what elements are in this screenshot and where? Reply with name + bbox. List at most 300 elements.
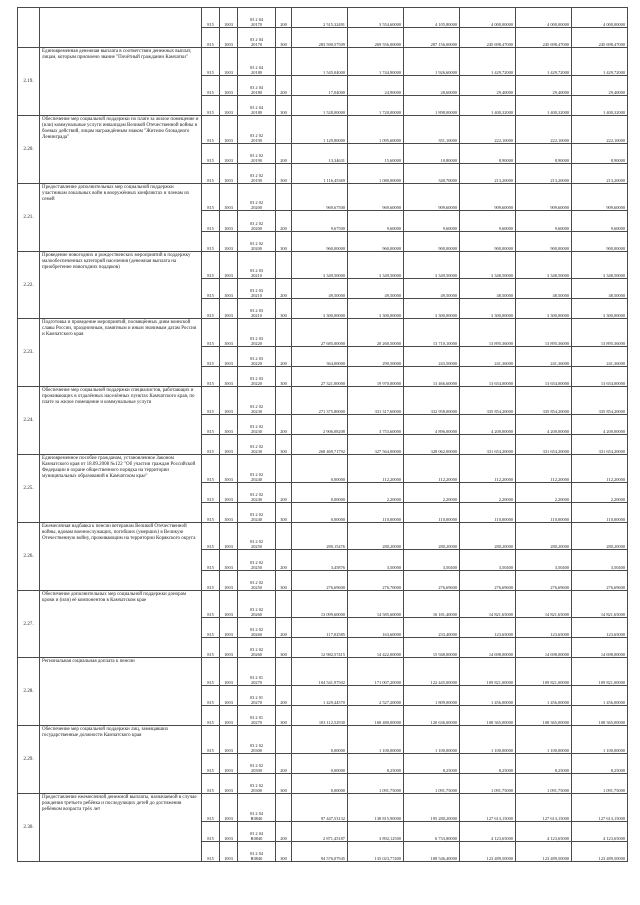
expense-type-code: 300 <box>276 163 292 183</box>
amount-cell: 909,60000 <box>404 183 460 211</box>
row-number: 2.19. <box>18 48 40 116</box>
amount-cell: 13 466,60000 <box>404 367 460 387</box>
target-article-part: 03 2 01 <box>249 715 264 721</box>
target-article-part: 03 2 03 <box>249 308 264 314</box>
target-article-part: 20240 <box>251 516 262 522</box>
section-code: 1003 <box>220 706 238 726</box>
amount-cell: 112,20000 <box>572 455 628 483</box>
amount-cell: 1 744,90000 <box>348 48 404 76</box>
amount-cell: 188 546,40000 <box>404 841 460 861</box>
amount-cell: 900,00000 <box>516 231 572 251</box>
amount-cell: 245 698,47000 <box>460 28 516 48</box>
target-article-part: 03 2 04 <box>249 17 264 23</box>
amount-cell: 3,50400 <box>460 550 516 570</box>
amount-cell: 127 613,15000 <box>460 794 516 822</box>
amount-cell: 1 100,00000 <box>516 726 572 754</box>
row-number: 2.22. <box>18 251 40 319</box>
row-number: 2.24. <box>18 387 40 455</box>
target-article-part: 03 2 02 <box>249 200 264 206</box>
target-article-code <box>238 95 276 115</box>
amount-cell: 14 821,65000 <box>516 590 572 618</box>
amount-cell: 15,60000 <box>348 143 404 163</box>
target-article-code <box>238 502 276 522</box>
amount-cell: 1 898,00000 <box>404 95 460 115</box>
target-article-part: 03 2 02 <box>249 783 264 789</box>
amount-cell: 3 348,50000 <box>516 251 572 279</box>
expense-type-code: 200 <box>276 279 292 299</box>
target-article-part: 20220 <box>251 361 262 367</box>
grbs-code: 815 <box>202 299 220 319</box>
amount-cell: 960,00000 <box>348 231 404 251</box>
amount-cell: 97 447,53132 <box>292 794 348 822</box>
section-code: 1003 <box>220 502 238 522</box>
target-article-code <box>238 773 276 793</box>
expense-type-code: 300 <box>276 95 292 115</box>
expense-type-code: 200 <box>276 821 292 841</box>
amount-cell: 8,25000 <box>348 753 404 773</box>
expense-type-code: 300 <box>276 502 292 522</box>
amount-cell: 4 200,00000 <box>516 414 572 434</box>
row-description <box>40 8 202 48</box>
row-description: Проведение новогодних и рождественских мероприятий в поддержку малообеспеченных категорий населения (денежная выплата на приобретение новогодних подарков) <box>40 251 202 319</box>
row-description: Единовременная денежная выплата в соответствии денежных выплат, лицам, которым присвоено звание "Почётный гражданин Камчатки" <box>40 48 202 116</box>
amount-cell: 245 698,47000 <box>572 28 628 48</box>
target-article-code <box>238 28 276 48</box>
target-article-part: 03 2 02 <box>249 607 264 613</box>
amount-cell: 4 200,00000 <box>460 414 516 434</box>
row-description: Подготовка и проведение мероприятий, посвящённых дням воинской славы России, праздничным, памятным и иным значимым датам России и Камчатского края <box>40 319 202 387</box>
table-row <box>18 387 628 415</box>
expense-type-code <box>276 522 292 550</box>
target-article-part: 03 2 02 <box>249 742 264 748</box>
grbs-code: 815 <box>202 706 220 726</box>
amount-cell: 19 970,00000 <box>348 367 404 387</box>
target-article-part: 03 2 02 <box>249 240 264 246</box>
amount-cell: 109 821,00000 <box>572 658 628 686</box>
amount-cell: 122 445,00000 <box>404 658 460 686</box>
target-article-code <box>238 163 276 183</box>
amount-cell: 14 698,00000 <box>572 638 628 658</box>
target-article-code <box>238 726 276 754</box>
amount-cell: 331 654,20000 <box>460 434 516 454</box>
amount-cell: 1 926,60000 <box>404 48 460 76</box>
amount-cell: 3 300,00000 <box>572 299 628 319</box>
target-article-code <box>238 570 276 590</box>
target-article-part: 20230 <box>251 428 262 434</box>
amount-cell: 909,60000 <box>460 183 516 211</box>
amount-cell: 222,10000 <box>460 116 516 144</box>
expense-type-code <box>276 726 292 754</box>
amount-cell: 108 365,00000 <box>516 706 572 726</box>
expense-type-code: 200 <box>276 143 292 163</box>
amount-cell: 243,50000 <box>404 346 460 366</box>
row-description: Ежемесячная надбавка к пенсии ветеранам Великой Отечественной войны, вдовам военнослужащих, погибших (умерших) в Великую Отечественную войну, проживающим на территории Корякского округа <box>40 522 202 590</box>
row-number: 2.27. <box>18 590 40 658</box>
section-code: 1003 <box>220 522 238 550</box>
target-article-part: 20190 <box>251 137 262 143</box>
amount-cell: 110,00000 <box>516 502 572 522</box>
target-article-part: 20260 <box>251 612 262 618</box>
grbs-code: 815 <box>202 116 220 144</box>
target-article-part: 20230 <box>251 449 262 455</box>
amount-cell: 27 321,00000 <box>292 367 348 387</box>
amount-cell: 4 000,00000 <box>460 8 516 28</box>
amount-cell: 1 400,32000 <box>460 95 516 115</box>
amount-cell: 14 585,60000 <box>348 590 404 618</box>
amount-cell: 112,20000 <box>516 455 572 483</box>
target-article-part: 20220 <box>251 381 262 387</box>
amount-cell: 1 100,00000 <box>572 726 628 754</box>
target-article-code <box>238 299 276 319</box>
section-code: 1003 <box>220 414 238 434</box>
amount-cell: 16 181,40000 <box>404 590 460 618</box>
amount-cell: 280,20000 <box>404 522 460 550</box>
amount-cell: 1 429,72000 <box>572 48 628 76</box>
amount-cell: 1 091,75000 <box>460 773 516 793</box>
target-article-part: 20210 <box>251 313 262 319</box>
target-article-part: 20170 <box>251 42 262 48</box>
amount-cell: 3 349,50000 <box>348 251 404 279</box>
amount-cell: 3 300,00000 <box>460 299 516 319</box>
amount-cell: 110,00000 <box>404 502 460 522</box>
grbs-code: 815 <box>202 773 220 793</box>
amount-cell: 9,60000 <box>516 211 572 231</box>
amount-cell: 108 365,00000 <box>460 706 516 726</box>
target-article-part: 20300 <box>251 788 262 794</box>
target-article-part: 03 2 01 <box>249 674 264 680</box>
expense-type-code: 200 <box>276 8 292 28</box>
grbs-code: 815 <box>202 618 220 638</box>
expense-type-code: 300 <box>276 706 292 726</box>
expense-type-code: 300 <box>276 773 292 793</box>
expense-type-code: 200 <box>276 211 292 231</box>
amount-cell: 1 116,45369 <box>292 163 348 183</box>
target-article-code <box>238 48 276 76</box>
amount-cell: 8,90000 <box>460 143 516 163</box>
target-article-part: 03 2 02 <box>249 559 264 565</box>
amount-cell: 24,90000 <box>348 75 404 95</box>
amount-cell: 0,00000 <box>292 773 348 793</box>
amount-cell: 15 948,00000 <box>404 638 460 658</box>
target-article-code <box>238 685 276 705</box>
target-article-part: 03 2 03 <box>249 376 264 382</box>
amount-cell: 3,50400 <box>572 550 628 570</box>
section-code: 1003 <box>220 753 238 773</box>
grbs-code: 815 <box>202 163 220 183</box>
amount-cell: 13 895,36000 <box>572 319 628 347</box>
target-article-code <box>238 319 276 347</box>
amount-cell: 13 654,00000 <box>572 367 628 387</box>
amount-cell: 222,10000 <box>516 116 572 144</box>
amount-cell: 9,67500 <box>292 211 348 231</box>
grbs-code: 815 <box>202 726 220 754</box>
amount-cell: 241,36000 <box>572 346 628 366</box>
amount-cell: 1 429,72000 <box>516 48 572 76</box>
grbs-code: 815 <box>202 95 220 115</box>
expense-type-code: 300 <box>276 231 292 251</box>
section-code: 1003 <box>220 685 238 705</box>
target-article-part: 20260 <box>251 652 262 658</box>
amount-cell: 276,70000 <box>348 570 404 590</box>
target-article-part: 03 2 03 <box>249 335 264 341</box>
target-article-code <box>238 841 276 861</box>
amount-cell: 104 541,97502 <box>292 658 348 686</box>
row-number: 2.30. <box>18 794 40 862</box>
target-article-part: 03 2 02 <box>249 403 264 409</box>
amount-cell: 276,69600 <box>292 570 348 590</box>
amount-cell: 241,36000 <box>460 346 516 366</box>
target-article-part: 03 2 02 <box>249 627 264 633</box>
amount-cell: 1 080,00000 <box>348 163 404 183</box>
row-description: Предоставление дополнительных мер социальной поддержки участникам локальных войн в вооружённых конфликтах и членам их семей <box>40 183 202 251</box>
section-code: 1003 <box>220 821 238 841</box>
target-article-code <box>238 231 276 251</box>
expense-type-code <box>276 387 292 415</box>
section-code: 1003 <box>220 841 238 861</box>
amount-cell: 1 095,60000 <box>348 116 404 144</box>
amount-cell: 213,20000 <box>572 163 628 183</box>
amount-cell: 900,00000 <box>572 231 628 251</box>
row-description: Обеспечение мер социальной поддержки специалистов, работающих и проживающих в отдалённых населённых пунктах Камчатского края, по плате за жилое помещение и коммунальные услуги <box>40 387 202 455</box>
target-article-part: 03 2 02 <box>249 579 264 585</box>
amount-cell: 3 300,00000 <box>348 299 404 319</box>
amount-cell: 110,00000 <box>348 502 404 522</box>
amount-cell: 364,00000 <box>292 346 348 366</box>
amount-cell: 268 469,71792 <box>292 434 348 454</box>
amount-cell: 29,40000 <box>572 75 628 95</box>
amount-cell: 13 895,36000 <box>516 319 572 347</box>
section-code: 1003 <box>220 570 238 590</box>
expense-type-code: 200 <box>276 550 292 570</box>
amount-cell: 332 958,00000 <box>404 387 460 415</box>
section-code: 1003 <box>220 299 238 319</box>
amount-cell: 271 375,80000 <box>292 387 348 415</box>
target-article-part: 20270 <box>251 720 262 726</box>
target-article-part: 20250 <box>251 584 262 590</box>
amount-cell: 13,34631 <box>292 143 348 163</box>
grbs-code: 815 <box>202 28 220 48</box>
target-article-part: 03 2 04 <box>249 810 264 816</box>
target-article-code <box>238 211 276 231</box>
amount-cell: 8,25000 <box>404 753 460 773</box>
row-number: 2.28. <box>18 658 40 726</box>
amount-cell: 109 821,00000 <box>460 658 516 686</box>
table-row <box>18 658 628 686</box>
target-article-part: 03 2 02 <box>249 511 264 517</box>
amount-cell: 13 654,00000 <box>516 367 572 387</box>
target-article-code <box>238 482 276 502</box>
target-article-code <box>238 706 276 726</box>
expense-type-code: 200 <box>276 753 292 773</box>
expense-type-code: 200 <box>276 685 292 705</box>
amount-cell: 276,69600 <box>572 570 628 590</box>
target-article-code <box>238 522 276 550</box>
row-number: 2.25. <box>18 455 40 523</box>
amount-cell: 123,65000 <box>460 618 516 638</box>
amount-cell: 290,50000 <box>348 346 404 366</box>
target-article-part: 03 2 02 <box>249 423 264 429</box>
section-code: 1003 <box>220 658 238 686</box>
grbs-code: 815 <box>202 75 220 95</box>
amount-cell: 0,00000 <box>292 502 348 522</box>
target-article-code <box>238 8 276 28</box>
table-row <box>18 590 628 618</box>
amount-cell: 14 698,00000 <box>516 638 572 658</box>
expense-type-code <box>276 590 292 618</box>
amount-cell: 900,00000 <box>460 231 516 251</box>
section-code: 1003 <box>220 794 238 822</box>
table-row <box>18 48 628 76</box>
section-code: 1003 <box>220 618 238 638</box>
target-article-part: 20300 <box>251 747 262 753</box>
section-code: 1003 <box>220 482 238 502</box>
amount-cell: 127 613,15000 <box>516 794 572 822</box>
target-article-part: 20210 <box>251 293 262 299</box>
expense-type-code <box>276 658 292 686</box>
row-number: 2.21. <box>18 183 40 251</box>
amount-cell: 2 515,32491 <box>292 8 348 28</box>
grbs-code: 815 <box>202 143 220 163</box>
amount-cell: 1 091,75000 <box>516 773 572 793</box>
amount-cell: 10,80000 <box>404 143 460 163</box>
expense-type-code <box>276 116 292 144</box>
target-article-part: 20270 <box>251 700 262 706</box>
amount-cell: 4 000,00000 <box>572 8 628 28</box>
row-description: Обеспечение дополнительных мер социальной поддержки донорам крови и (или) её компонентов в Камчатском крае <box>40 590 202 658</box>
expense-type-code <box>276 48 292 76</box>
target-article-part: 03 2 04 <box>249 64 264 70</box>
amount-cell: 1 545,04000 <box>292 48 348 76</box>
amount-cell: 3 554,60000 <box>348 8 404 28</box>
target-article-part: 20210 <box>251 273 262 279</box>
expense-type-code: 200 <box>276 75 292 95</box>
target-article-part: 03 2 02 <box>249 172 264 178</box>
amount-cell: 4 896,00000 <box>404 414 460 434</box>
row-description: Обеспечение мер социальной поддержки лиц, замещавших государственные должности Камчатского края <box>40 726 202 794</box>
amount-cell: 222,10000 <box>572 116 628 144</box>
expense-type-code: 300 <box>276 28 292 48</box>
amount-cell: 8,90000 <box>516 143 572 163</box>
grbs-code: 815 <box>202 658 220 686</box>
target-article-part: 03 2 04 <box>249 830 264 836</box>
amount-cell: 269 556,00000 <box>348 28 404 48</box>
expense-type-code: 300 <box>276 570 292 590</box>
target-article-code <box>238 794 276 822</box>
target-article-code <box>238 590 276 618</box>
amount-cell: 2 527,20000 <box>348 685 404 705</box>
grbs-code: 815 <box>202 279 220 299</box>
amount-cell: 241,36000 <box>516 346 572 366</box>
section-code: 1003 <box>220 319 238 347</box>
section-code: 1003 <box>220 95 238 115</box>
amount-cell: 969,60000 <box>348 183 404 211</box>
amount-cell: 969,67500 <box>292 183 348 211</box>
amount-cell: 3 753,60000 <box>348 414 404 434</box>
target-article-code <box>238 279 276 299</box>
grbs-code: 815 <box>202 550 220 570</box>
amount-cell: 127 613,15000 <box>572 794 628 822</box>
amount-cell: 2,20000 <box>572 482 628 502</box>
amount-cell: 280,20000 <box>572 522 628 550</box>
amount-cell: 4 123,65000 <box>572 821 628 841</box>
target-article-code <box>238 821 276 841</box>
target-article-code <box>238 638 276 658</box>
amount-cell: 3 300,00000 <box>292 299 348 319</box>
section-code: 1003 <box>220 8 238 28</box>
grbs-code: 815 <box>202 367 220 387</box>
grbs-code: 815 <box>202 183 220 211</box>
amount-cell: 123 489,50000 <box>516 841 572 861</box>
amount-cell: 3,45876 <box>292 550 348 570</box>
amount-cell: 276,69600 <box>516 570 572 590</box>
target-article-part: 20180 <box>251 69 262 75</box>
amount-cell: 280,20000 <box>348 522 404 550</box>
target-article-code <box>238 75 276 95</box>
amount-cell: 2 906,08208 <box>292 414 348 434</box>
row-description: Региональная социальная доплата к пенсии <box>40 658 202 726</box>
table-row <box>18 794 628 822</box>
amount-cell: 8,25000 <box>516 753 572 773</box>
amount-cell: 195 280,20000 <box>404 794 460 822</box>
amount-cell: 213,20000 <box>460 163 516 183</box>
amount-cell: 2,20000 <box>404 482 460 502</box>
target-article-code <box>238 434 276 454</box>
grbs-code: 815 <box>202 685 220 705</box>
amount-cell: 109 821,00000 <box>516 658 572 686</box>
amount-cell: 94 576,07945 <box>292 841 348 861</box>
amount-cell: 9,60000 <box>348 211 404 231</box>
amount-cell: 108 365,00000 <box>572 706 628 726</box>
table-row <box>18 251 628 279</box>
grbs-code: 815 <box>202 522 220 550</box>
amount-cell: 8,25000 <box>460 753 516 773</box>
amount-cell: 335 854,20000 <box>460 387 516 415</box>
target-article-part: 03 2 02 <box>249 471 264 477</box>
amount-cell: 120 636,00000 <box>404 706 460 726</box>
amount-cell: 4 105,80000 <box>404 8 460 28</box>
section-code: 1003 <box>220 434 238 454</box>
amount-cell: 327 564,00000 <box>348 434 404 454</box>
section-code: 1003 <box>220 346 238 366</box>
section-code: 1003 <box>220 638 238 658</box>
grbs-code: 815 <box>202 821 220 841</box>
grbs-code: 815 <box>202 387 220 415</box>
amount-cell: 48,50000 <box>516 279 572 299</box>
amount-cell: 29,40000 <box>460 75 516 95</box>
grbs-code: 815 <box>202 502 220 522</box>
table-row <box>18 183 628 211</box>
amount-cell: 1 456,00000 <box>516 685 572 705</box>
expense-type-code <box>276 319 292 347</box>
amount-cell: 168 480,00000 <box>348 706 404 726</box>
amount-cell: 3,50400 <box>404 550 460 570</box>
amount-cell: 13 895,36000 <box>460 319 516 347</box>
target-article-code <box>238 183 276 211</box>
amount-cell: 233,40000 <box>404 618 460 638</box>
amount-cell: 117,02585 <box>292 618 348 638</box>
target-article-part: 03 2 01 <box>249 695 264 701</box>
section-code: 1003 <box>220 116 238 144</box>
expense-type-code: 300 <box>276 299 292 319</box>
expense-type-code: 200 <box>276 618 292 638</box>
amount-cell: 3 349,50000 <box>292 251 348 279</box>
table-row <box>18 522 628 550</box>
amount-cell: 135 023,77400 <box>348 841 404 861</box>
target-article-code <box>238 550 276 570</box>
amount-cell: 3 348,50000 <box>460 251 516 279</box>
amount-cell: 8,90000 <box>572 143 628 163</box>
amount-cell: 245 698,47000 <box>516 28 572 48</box>
